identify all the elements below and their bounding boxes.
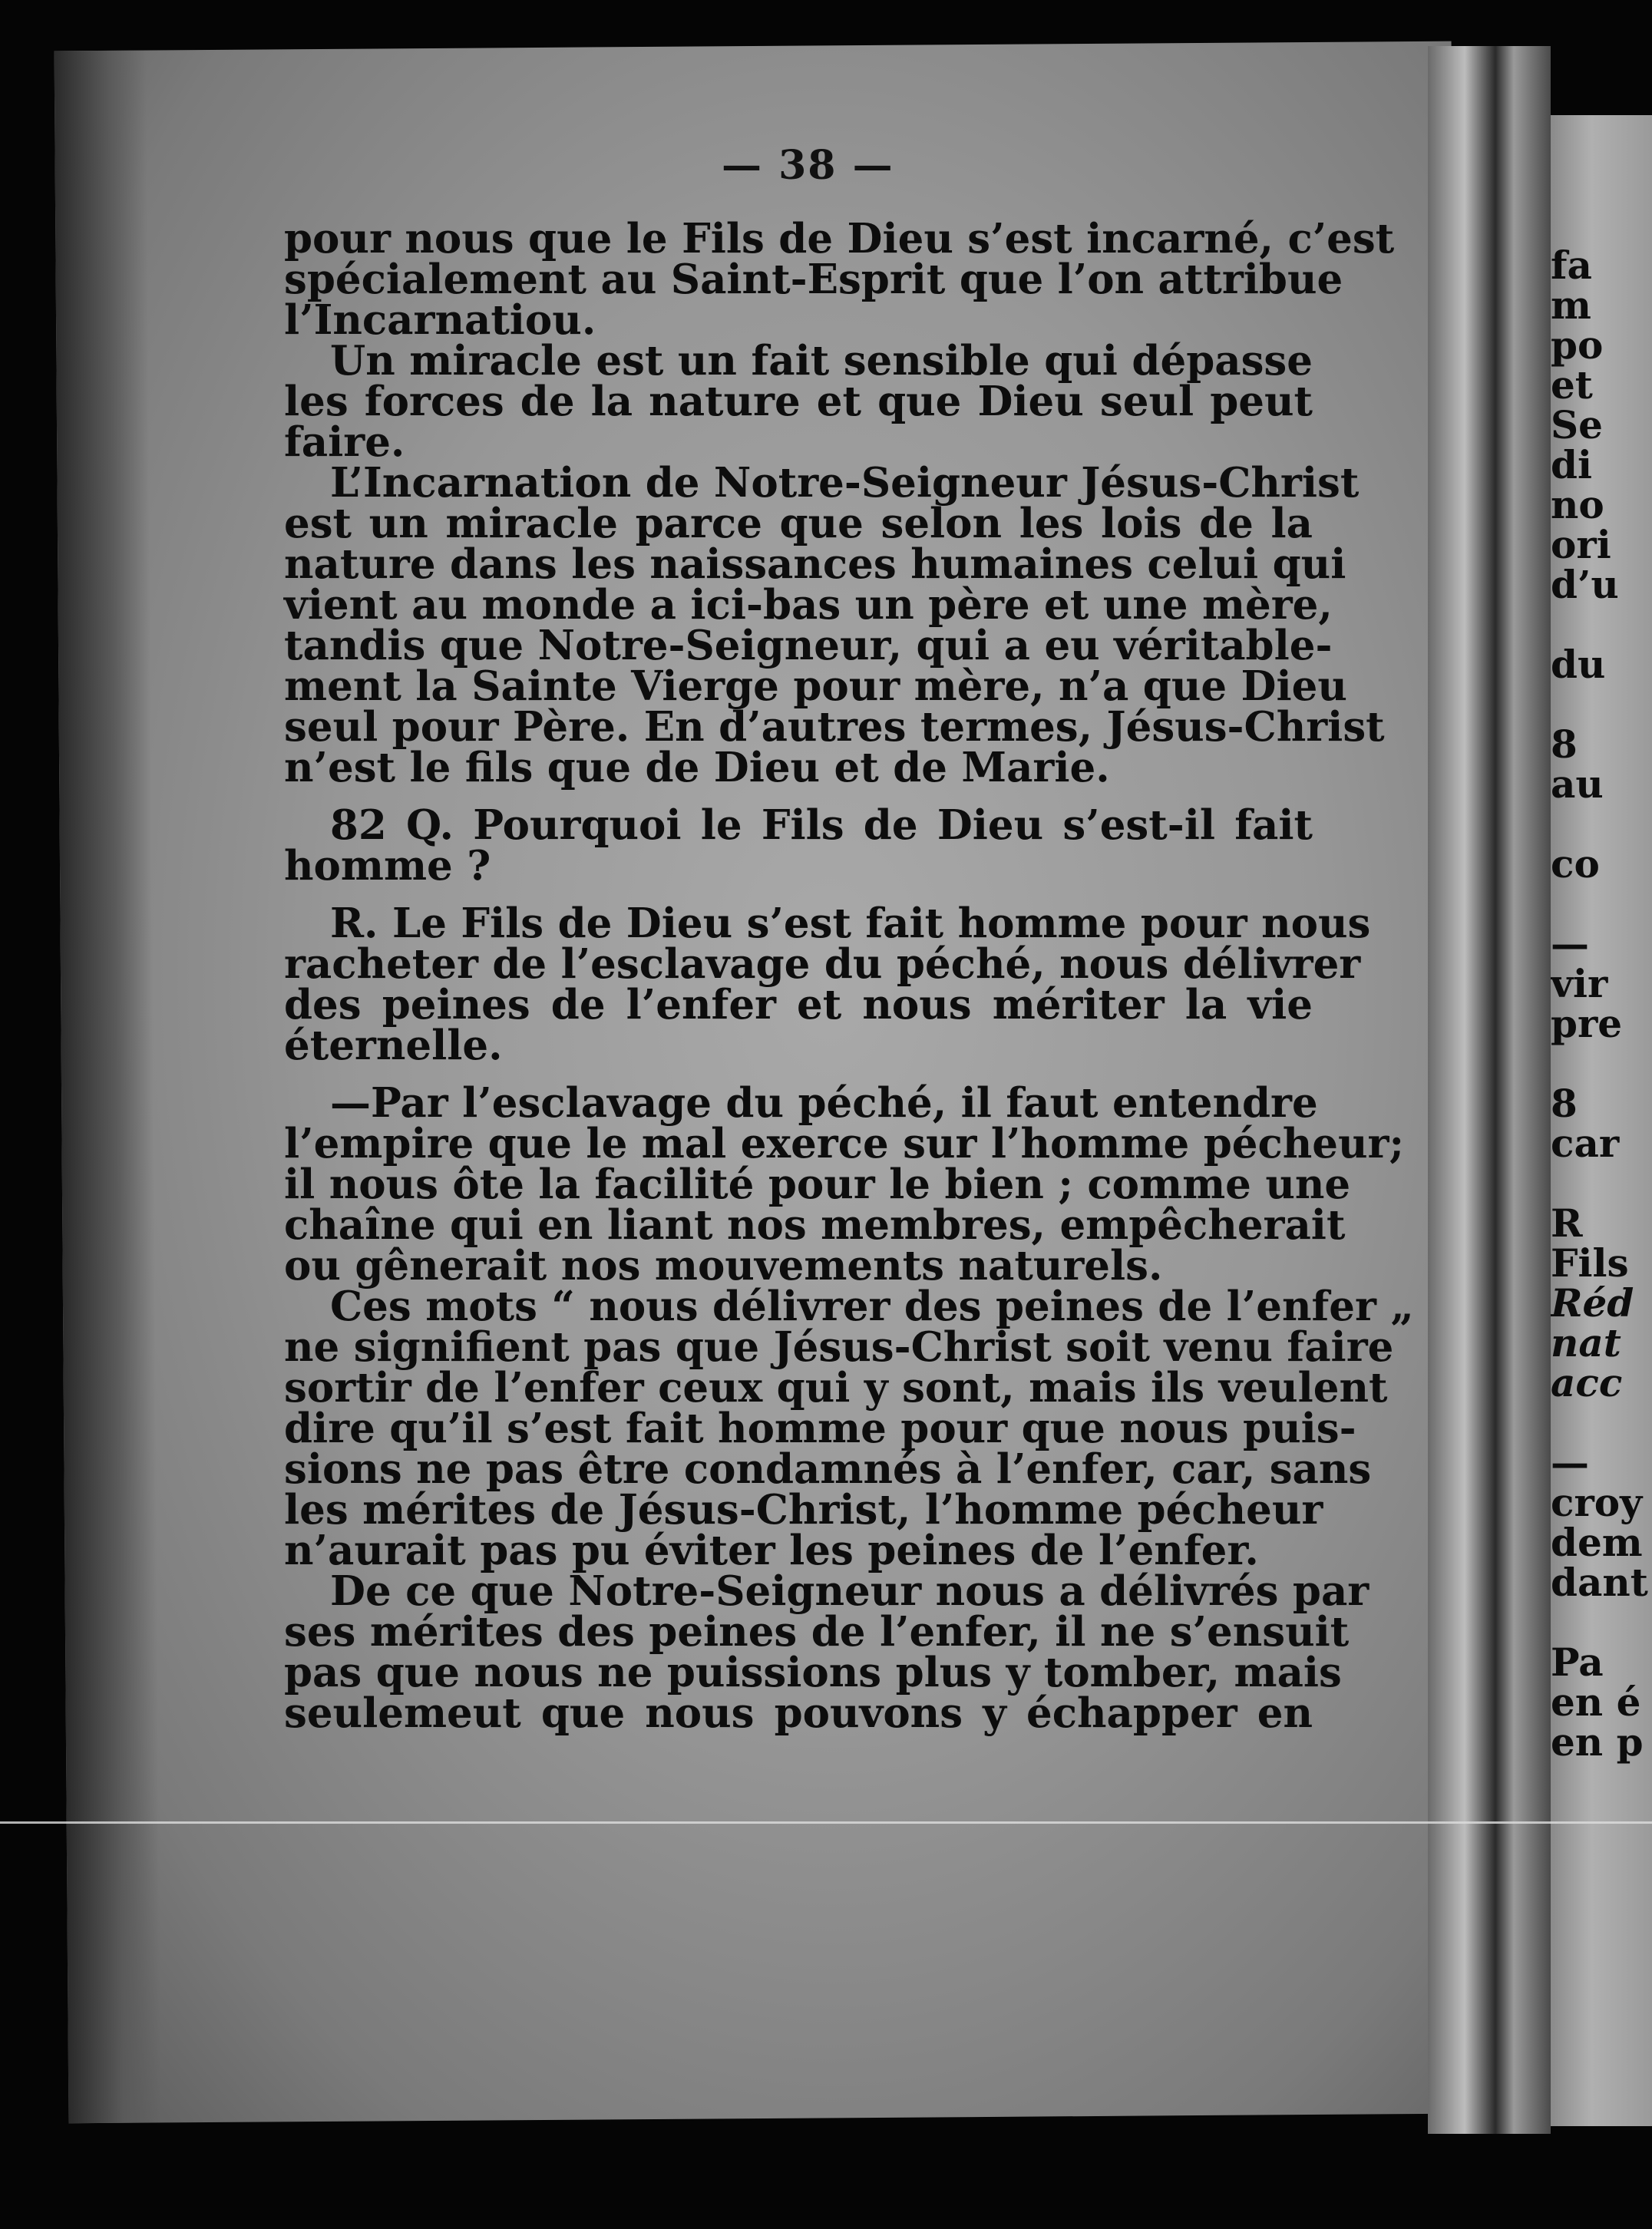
right-frag: Fils (1551, 1240, 1629, 1286)
right-frag: di (1551, 442, 1592, 487)
text-line: pour nous que le Fils de Dieu s’est incarné, c’est (284, 215, 1395, 263)
right-frag: acc (1551, 1360, 1623, 1405)
right-frag: — (1551, 1440, 1589, 1485)
right-frag: no (1551, 482, 1604, 527)
right-page (1551, 115, 1652, 2126)
right-frag: po (1551, 322, 1604, 368)
text-line: dire qu’il s’est fait homme pour que nous puis- (284, 1405, 1356, 1452)
right-frag (1551, 1044, 1652, 1084)
right-frag: 8 (1551, 722, 1578, 767)
text-line: De ce que Notre-Seigneur nous a délivrés par (330, 1567, 1370, 1615)
right-frag: nat (1551, 1320, 1621, 1365)
text-line: ne signifient pas que Jésus-Christ soit venu faire (284, 1323, 1394, 1371)
book-gutter (1428, 46, 1551, 2134)
text-line: seul pour Père. En d’autres termes, Jésus-Christ (284, 703, 1385, 751)
text-line: vient au monde a ici-bas un père et une mère, (284, 581, 1333, 629)
text-line: n’aurait pas pu éviter les peines de l’enfer. (284, 1527, 1259, 1574)
right-frag: ori (1551, 522, 1611, 567)
right-frag (1551, 884, 1652, 924)
right-frag: Se (1551, 402, 1603, 447)
right-frag: 8 (1551, 1081, 1578, 1126)
right-frag: vir (1551, 961, 1608, 1006)
right-frag: dant (1551, 1560, 1648, 1605)
right-frag (1551, 1603, 1652, 1643)
right-frag: co (1551, 841, 1600, 887)
text-line: ment la Sainte Vierge pour mère, n’a que Dieu (284, 662, 1347, 710)
right-frag (1551, 685, 1652, 725)
text-line: faire. (284, 418, 405, 466)
text-line: Ces mots “ nous délivrer des peines de l’enfer „ (330, 1283, 1414, 1330)
text-line: ou gênerait nos mouvements naturels. (284, 1242, 1163, 1290)
question-line: homme ? (284, 842, 491, 890)
page-number: — 38 — (722, 142, 894, 189)
right-frag: Réd (1551, 1280, 1634, 1326)
answer-line: des peines de l’enfer et nous mériter la vie (284, 981, 1313, 1029)
right-frag: car (1551, 1121, 1620, 1166)
text-line: —Par l’esclavage du péché, il faut entendre (330, 1079, 1318, 1127)
right-frag (1551, 1164, 1652, 1204)
answer-line: éternelle. (284, 1022, 503, 1069)
text-line: nature dans les naissances humaines celui qui (284, 540, 1346, 588)
right-frag: du (1551, 642, 1606, 687)
right-frag: en p (1551, 1719, 1644, 1765)
right-frag (1551, 1403, 1652, 1443)
right-frag: R (1551, 1200, 1583, 1246)
text-line: chaîne qui en liant nos membres, empêcherait (284, 1201, 1346, 1249)
right-page-text (1551, 243, 1652, 1765)
text-line: il nous ôte la facilité pour le bien ; comme une (284, 1161, 1351, 1208)
text-line: spécialement au Saint-Esprit que l’on attribue (284, 256, 1343, 303)
answer-line: R. Le Fils de Dieu s’est fait homme pour nous (330, 900, 1371, 947)
answer-line: racheter de l’esclavage du péché, nous délivrer (284, 940, 1361, 988)
text-line: les mérites de Jésus-Christ, l’homme pécheur (284, 1486, 1323, 1534)
right-frag (1551, 804, 1652, 844)
right-frag (1551, 605, 1652, 645)
right-frag: et (1551, 362, 1593, 408)
text-line: seulemeut que nous pouvons y échapper en (284, 1689, 1313, 1737)
question-line: 82 Q. Pourquoi le Fils de Dieu s’est-il fait (330, 801, 1313, 849)
right-frag: m (1551, 282, 1591, 328)
text-line: est un miracle parce que selon les lois de la (284, 500, 1313, 547)
right-frag: en é (1551, 1679, 1641, 1725)
text-line: les forces de la nature et que Dieu seul peut (284, 378, 1313, 425)
text-line: Un miracle est un fait sensible qui dépasse (330, 337, 1313, 385)
right-frag: croy (1551, 1480, 1643, 1525)
text-line: sions ne pas être condamnés à l’enfer, car, sans (284, 1445, 1372, 1493)
text-line: l’Incarnatiou. (284, 296, 596, 344)
text-line: L’Incarnation de Notre-Seigneur Jésus-Christ (330, 459, 1360, 507)
right-frag: dem (1551, 1520, 1643, 1565)
right-frag: au (1551, 761, 1604, 807)
page-body-text (284, 215, 1414, 1737)
text-line: n’est le fils que de Dieu et de Marie. (284, 744, 1110, 791)
right-frag: Pa (1551, 1640, 1604, 1685)
text-line: pas que nous ne puissions plus y tomber, mais (284, 1649, 1342, 1696)
text-line: sortir de l’enfer ceux qui y sont, mais ils veulent (284, 1364, 1388, 1412)
right-frag: pre (1551, 1001, 1623, 1046)
scan-artifact-line (0, 1821, 1652, 1824)
right-frag: fa (1551, 243, 1592, 288)
right-frag: — (1551, 921, 1589, 966)
text-line: ses mérites des peines de l’enfer, il ne s’ensuit (284, 1608, 1350, 1656)
text-line: tandis que Notre-Seigneur, qui a eu véritable- (284, 622, 1333, 669)
right-frag: d’u (1551, 562, 1619, 607)
text-line: l’empire que le mal exerce sur l’homme pécheur; (284, 1120, 1405, 1167)
book-edge-shadow (55, 51, 161, 2124)
